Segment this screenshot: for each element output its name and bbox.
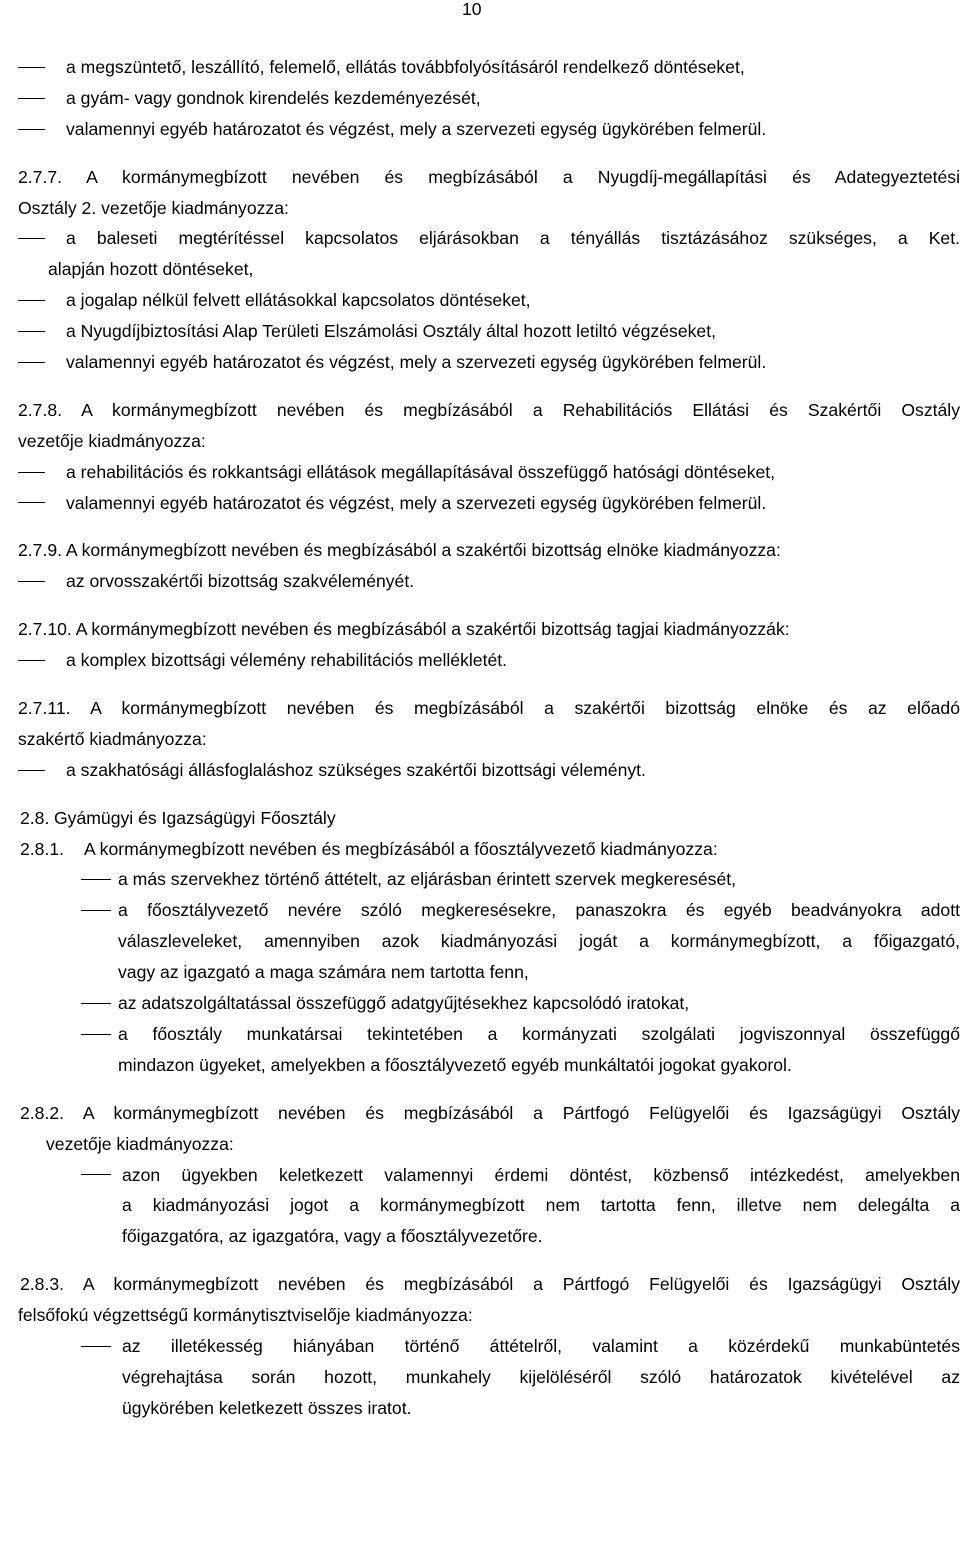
list-item: a komplex bizottsági vélemény rehabilitációs mellékletét. <box>18 645 960 676</box>
dash-bullet <box>18 316 66 347</box>
section-heading-2-7-7: 2.7.7. A kormánymegbízott nevében és megbízásából a Nyugdíj-megállapítási és Adategyeztetési <box>18 166 960 187</box>
list-item: a jogalap nélkül felvett ellátásokkal kapcsolatos döntéseket, <box>18 285 960 316</box>
dash-bullet <box>18 645 66 676</box>
list-item-continuation: ügykörében keletkezett összes iratot. <box>122 1397 412 1418</box>
list-item: a Nyugdíjbiztosítási Alap Területi Elszámolási Osztály által hozott letiltó végzéseket, <box>18 316 960 347</box>
dash-bullet <box>18 488 66 519</box>
section-heading-2-8-1: 2.8.1. A kormánymegbízott nevében és megbízásából a főosztályvezető kiadmányozza: <box>20 838 718 859</box>
dash-bullet <box>18 83 66 114</box>
dash-bullet <box>18 347 66 378</box>
list-item: valamennyi egyéb határozatot és végzést, mely a szervezeti egység ügykörében felmerül. <box>18 347 960 378</box>
list-item: a megszüntető, leszállító, felemelő, ellátás továbbfolyósításáról rendelkező döntéseket, <box>18 52 960 83</box>
dash-bullet <box>81 895 116 926</box>
dash-bullet <box>81 864 116 895</box>
dash-bullet <box>18 457 66 488</box>
section-heading-2-8-2: 2.8.2. A kormánymegbízott nevében és megbízásából a Pártfogó Felügyelői és Igazságügyi Osztály <box>20 1102 960 1123</box>
document-body <box>18 52 960 1424</box>
list-item: a gyám- vagy gondnok kirendelés kezdeményezését, <box>18 83 960 114</box>
list-item: a főosztály munkatársai tekintetében a kormányzati szolgálati jogviszonnyal összefüggő <box>18 1019 960 1050</box>
list-item-continuation: válaszleveleket, amennyiben azok kiadmányozási jogát a kormánymegbízott, a főigazgató, <box>118 931 960 952</box>
dash-bullet <box>18 114 66 145</box>
dash-bullet <box>81 1331 116 1362</box>
list-item: az illetékesség hiányában történő áttételről, valamint a közérdekű munkabüntetés <box>18 1331 960 1362</box>
section-heading-continuation: Osztály 2. vezetője kiadmányozza: <box>18 197 289 218</box>
list-item: a szakhatósági állásfoglaláshoz szükséges szakértői bizottsági véleményt. <box>18 755 960 786</box>
list-item-continuation: vagy az igazgató a maga számára nem tartotta fenn, <box>118 962 529 983</box>
list-item: a rehabilitációs és rokkantsági ellátások megállapításával összefüggő hatósági döntéseket, <box>18 457 960 488</box>
section-heading-continuation: vezetője kiadmányozza: <box>18 430 206 451</box>
list-item-continuation: alapján hozott döntéseket, <box>48 259 254 280</box>
list-item: a baleseti megtérítéssel kapcsolatos eljárásokban a tényállás tisztázásához szükséges, a Ket. <box>18 223 960 254</box>
list-item: valamennyi egyéb határozatot és végzést, mely a szervezeti egység ügykörében felmerül. <box>18 114 960 145</box>
page-number: 10 <box>462 0 482 19</box>
list-item-continuation: főigazgatóra, az igazgatóra, vagy a főosztályvezetőre. <box>122 1226 543 1247</box>
dash-bullet <box>18 755 66 786</box>
section-heading-continuation: vezetője kiadmányozza: <box>46 1133 234 1154</box>
list-item-continuation: a kiadmányozási jogot a kormánymegbízott nem tartotta fenn, illetve nem delegálta a <box>122 1195 960 1216</box>
section-heading-continuation: szakértő kiadmányozza: <box>18 728 207 749</box>
section-heading-2-7-8: 2.7.8. A kormánymegbízott nevében és megbízásából a Rehabilitációs Ellátási és Szakértői Osztály <box>18 399 960 420</box>
list-item: a más szervekhez történő áttételt, az eljárásban érintett szervek megkeresését, <box>18 864 960 895</box>
section-heading-2-7-11: 2.7.11. A kormánymegbízott nevében és megbízásából a szakértői bizottság elnöke és az előadó <box>18 698 960 719</box>
list-item: az adatszolgáltatással összefüggő adatgyűjtésekhez kapcsolódó iratokat, <box>18 988 960 1019</box>
section-heading-2-7-9: 2.7.9. A kormánymegbízott nevében és megbízásából a szakértői bizottság elnöke kiadmányozza: <box>18 540 781 561</box>
section-heading-2-7-10: 2.7.10. A kormánymegbízott nevében és megbízásából a szakértői bizottság tagjai kiadmányozzák: <box>18 619 790 640</box>
list-item: azon ügyekben keletkezett valamennyi érdemi döntést, közbenső intézkedést, amelyekben <box>18 1160 960 1191</box>
list-item: a főosztályvezető nevére szóló megkeresésekre, panaszokra és egyéb beadványokra adott <box>18 895 960 926</box>
section-heading-2-8-3: 2.8.3. A kormánymegbízott nevében és megbízásából a Pártfogó Felügyelői és Igazságügyi Osztály <box>20 1274 960 1295</box>
dash-bullet <box>18 223 66 254</box>
list-item: az orvosszakértői bizottság szakvéleményét. <box>18 566 960 597</box>
dash-bullet <box>18 52 66 83</box>
list-item: valamennyi egyéb határozatot és végzést, mely a szervezeti egység ügykörében felmerül. <box>18 488 960 519</box>
dash-bullet <box>18 285 66 316</box>
list-item-continuation: mindazon ügyeket, amelyekben a főosztályvezető egyéb munkáltatói jogokat gyakorol. <box>118 1054 792 1075</box>
dash-bullet <box>81 988 116 1019</box>
list-item-continuation: végrehajtása során hozott, munkahely kijelöléséről szóló határozatok kivételével az <box>122 1366 960 1387</box>
dash-bullet <box>18 566 66 597</box>
section-heading-2-8: 2.8. Gyámügyi és Igazságügyi Főosztály <box>20 807 336 828</box>
dash-bullet <box>81 1160 116 1191</box>
section-heading-continuation: felsőfokú végzettségű kormánytisztviselője kiadmányozza: <box>18 1305 473 1326</box>
dash-bullet <box>81 1019 116 1050</box>
